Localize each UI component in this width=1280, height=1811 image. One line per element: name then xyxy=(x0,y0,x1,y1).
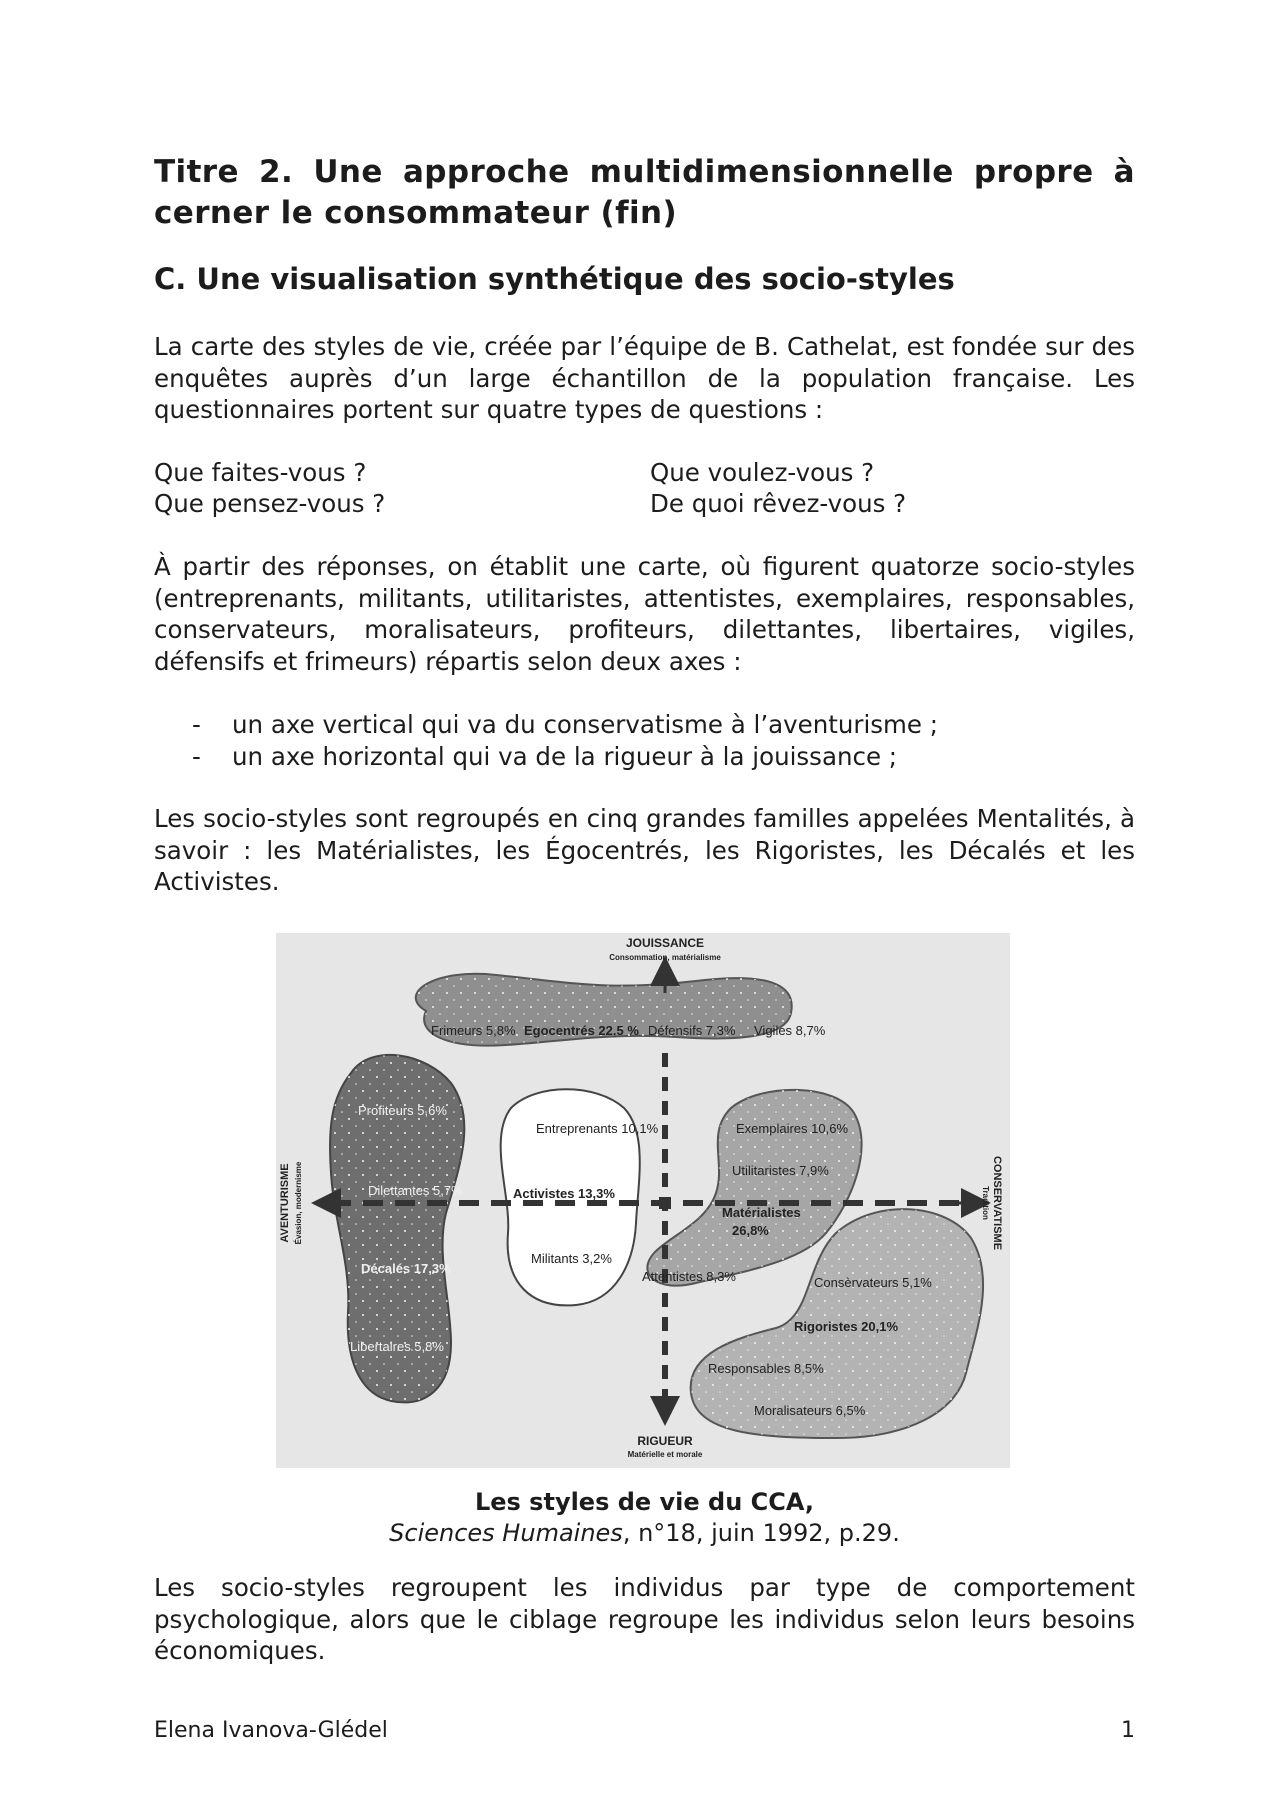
label-activistes: Activistes 13,3% xyxy=(513,1186,615,1201)
page-title: Titre 2. Une approche multidimensionnelle propre à cerner le consommateur (fin) xyxy=(154,154,1135,231)
question-3: Que pensez-vous ? xyxy=(154,489,386,518)
caption-details: , n°18, juin 1992, p.29. xyxy=(622,1519,900,1547)
label-profiteurs: Profiteurs 5,6% xyxy=(358,1103,447,1118)
bullet-horizontal-axis: un axe horizontal qui va de la rigueur à la jouissance ; xyxy=(232,741,898,771)
figure-caption-source xyxy=(154,1518,1135,1549)
label-responsables: Responsables 8,5% xyxy=(708,1361,824,1376)
label-dilettantes: Dilettantes 5,7% xyxy=(368,1183,463,1198)
axis-sublabel-bottom: Matérielle et morale xyxy=(627,1450,703,1459)
label-vigiles: Vigiles 8,7% xyxy=(754,1023,826,1038)
axis-sublabel-left: Évasion, modernisme xyxy=(294,1161,303,1245)
label-frimeurs: Frimeurs 5,8% xyxy=(431,1023,516,1038)
footer-page-number: 1 xyxy=(1121,1718,1135,1743)
axis-origin xyxy=(659,1197,671,1209)
label-attentistes: Attentistes 8,3% xyxy=(642,1269,736,1284)
label-utilitaristes: Utilitaristes 7,9% xyxy=(732,1163,829,1178)
question-1: Que faites-vous ? xyxy=(154,458,367,487)
caption-journal: Sciences Humaines xyxy=(389,1519,623,1547)
figure-caption-title: Les styles de vie du CCA, xyxy=(474,1488,815,1516)
question-4: De quoi rêvez-vous ? xyxy=(650,489,907,518)
axis-label-bottom: RIGUEUR xyxy=(637,1434,693,1448)
bullet-vertical-axis: un axe vertical qui va du conservatisme à l’aventurisme ; xyxy=(232,710,939,739)
label-decales: Décalés 17,3% xyxy=(361,1261,451,1276)
label-materialistes: Matérialistes xyxy=(722,1205,801,1220)
axis-sublabel-top: Consommation, matérialisme xyxy=(609,953,721,962)
axis-list xyxy=(192,709,938,772)
label-defensifs: Défensifs 7,3% xyxy=(648,1023,736,1038)
label-materialistes-pct: 26,8% xyxy=(732,1223,769,1238)
label-rigoristes: Rigoristes 20,1% xyxy=(794,1319,899,1334)
footer-author: Elena Ivanova-Glédel xyxy=(154,1718,388,1743)
paragraph-mentalites: Les socio-styles sont regroupés en cinq grandes familles appelées Mentalités, à savoir : les Matérialistes, les Égocentrés, les Rigoristes, les Décalés et les Activistes. xyxy=(154,804,1135,896)
label-entreprenants: Entreprenants 10,1% xyxy=(536,1121,659,1136)
axis-label-right: CONSERVATISME xyxy=(991,1155,1003,1251)
question-2: Que voulez-vous ? xyxy=(650,458,875,487)
section-heading: C. Une visualisation synthétique des socio-styles xyxy=(154,262,955,296)
label-conservateurs: Consèrvateurs 5,1% xyxy=(814,1275,932,1290)
label-militants: Militants 3,2% xyxy=(531,1251,612,1266)
intro-paragraph: La carte des styles de vie, créée par l’équipe de B. Cathelat, est fondée sur des enquêtes auprès d’un large échantillon de la population française. Les questionnaires portent sur quatre types de questions : xyxy=(154,332,1135,424)
label-egocentres: Egocentrés 22,5 % xyxy=(524,1023,639,1038)
label-moralisateurs: Moralisateurs 6,5% xyxy=(754,1403,866,1418)
axis-label-top: JOUISSANCE xyxy=(625,936,705,950)
lifestyle-map-figure xyxy=(276,933,1010,1468)
list-item: - un axe vertical qui va du conservatisme à l’aventurisme ; xyxy=(192,710,939,739)
label-exemplaires: Exemplaires 10,6% xyxy=(736,1121,848,1136)
label-libertaires: Libertaires 5,8% xyxy=(350,1339,444,1354)
paragraph-socio-styles: À partir des réponses, on établit une carte, où figurent quatorze socio-styles (entreprenants, militants, utilitaristes, attentistes, exemplaires, responsables, conservateurs, moralisateurs, profiteurs, dilettantes, libertaires, vigiles, défensifs et frimeurs) répartis selon deux axes : xyxy=(154,552,1135,676)
list-item: - un axe horizontal qui va de la rigueur à la jouissance ; xyxy=(192,741,898,771)
paragraph-conclusion: Les socio-styles regroupent les individus par type de comportement psychologique, alors que le ciblage regroupe les individus selon leurs besoins économiques. xyxy=(154,1573,1135,1665)
axis-label-left: AVENTURISME xyxy=(279,1163,291,1243)
axis-sublabel-right: Tradition xyxy=(981,1186,990,1220)
